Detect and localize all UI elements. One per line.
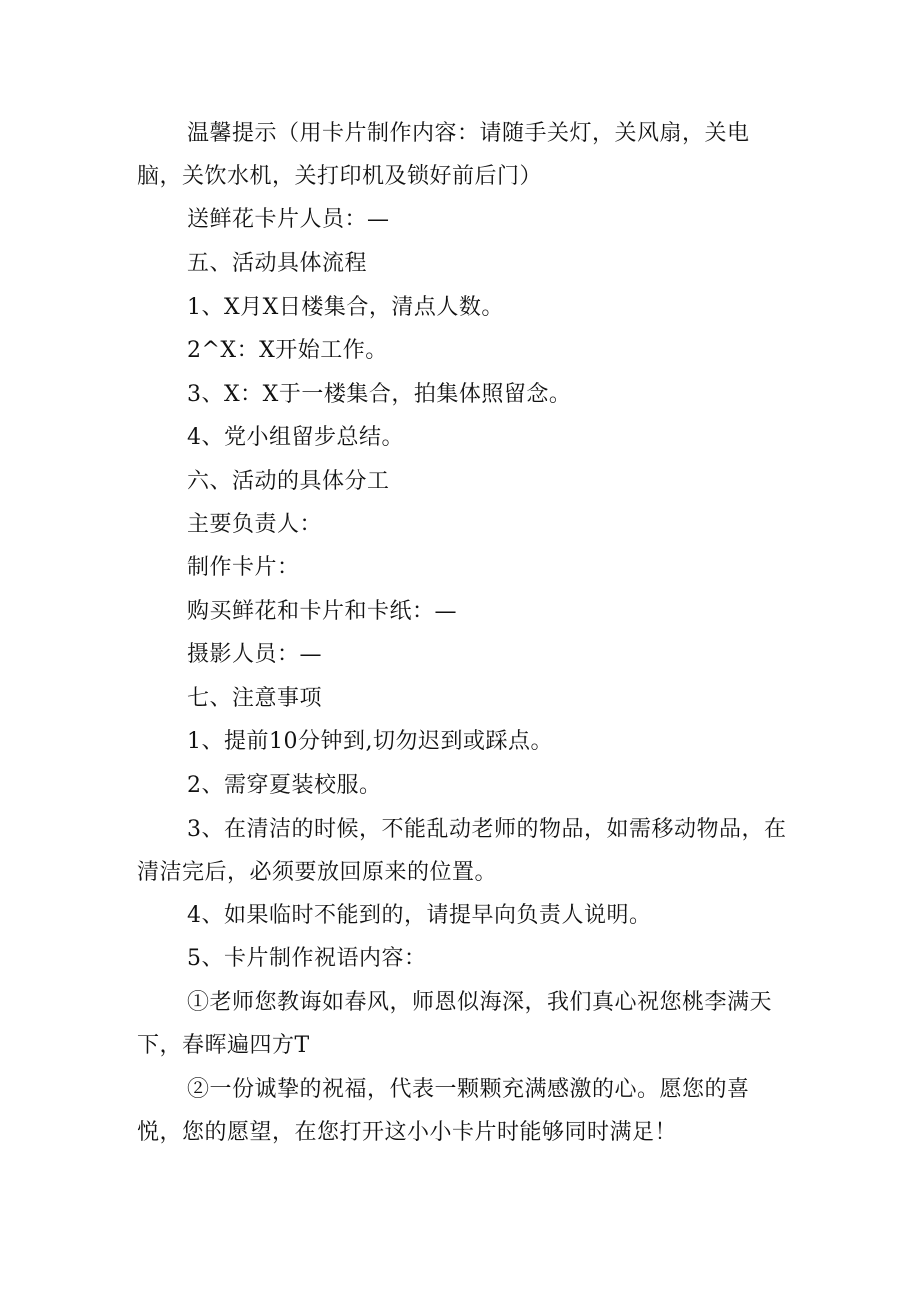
- paragraph-flow-3: 3、X：X于一楼集合，拍集体照留念。: [187, 382, 572, 407]
- paragraph-note-2: 2、需穿夏装校服。: [187, 773, 382, 798]
- paragraph-tip: 温馨提示（用卡片制作内容：请随手关灯，关风扇，关电脑，关饮水机，关打印机及锁好前后门）: [137, 121, 750, 189]
- paragraph-card-making: 制作卡片：: [187, 555, 300, 580]
- paragraph-greeting-1: ①老师您教诲如春风，师恩似海深，我们真心祝您桃李满天下，春晖遍四方T: [137, 990, 773, 1058]
- paragraph-purchase: 购买鲜花和卡片和卡纸：—: [187, 599, 458, 624]
- paragraph-flow-1: 1、X月X日楼集合，清点人数。: [187, 295, 504, 320]
- paragraph-note-5: 5、卡片制作祝语内容：: [187, 946, 427, 971]
- paragraph-flower-card-staff: 送鲜花卡片人员：—: [187, 207, 390, 232]
- heading-section-seven: 七、注意事项: [187, 686, 323, 711]
- paragraph-greeting-2: ②一份诚挚的祝福，代表一颗颗充满感激的心。愿您的喜悦，您的愿望，在您打开这小小卡片时能够同时满足！: [137, 1077, 750, 1145]
- heading-section-six: 六、活动的具体分工: [187, 469, 390, 494]
- paragraph-note-1: 1、提前10分钟到,切勿迟到或踩点。: [187, 729, 553, 754]
- paragraph-flow-2: 2^X：X开始工作。: [187, 338, 388, 363]
- heading-section-five: 五、活动具体流程: [187, 251, 368, 276]
- paragraph-note-3: 3、在清洁的时候，不能乱动老师的物品，如需移动物品，在清洁完后，必须要放回原来的位置。: [137, 817, 787, 885]
- paragraph-note-4: 4、如果临时不能到的，请提早向负责人说明。: [187, 903, 652, 928]
- paragraph-photography: 摄影人员：—: [187, 642, 323, 667]
- paragraph-main-lead: 主要负责人：: [187, 512, 323, 537]
- paragraph-flow-4: 4、党小组留步总结。: [187, 425, 404, 450]
